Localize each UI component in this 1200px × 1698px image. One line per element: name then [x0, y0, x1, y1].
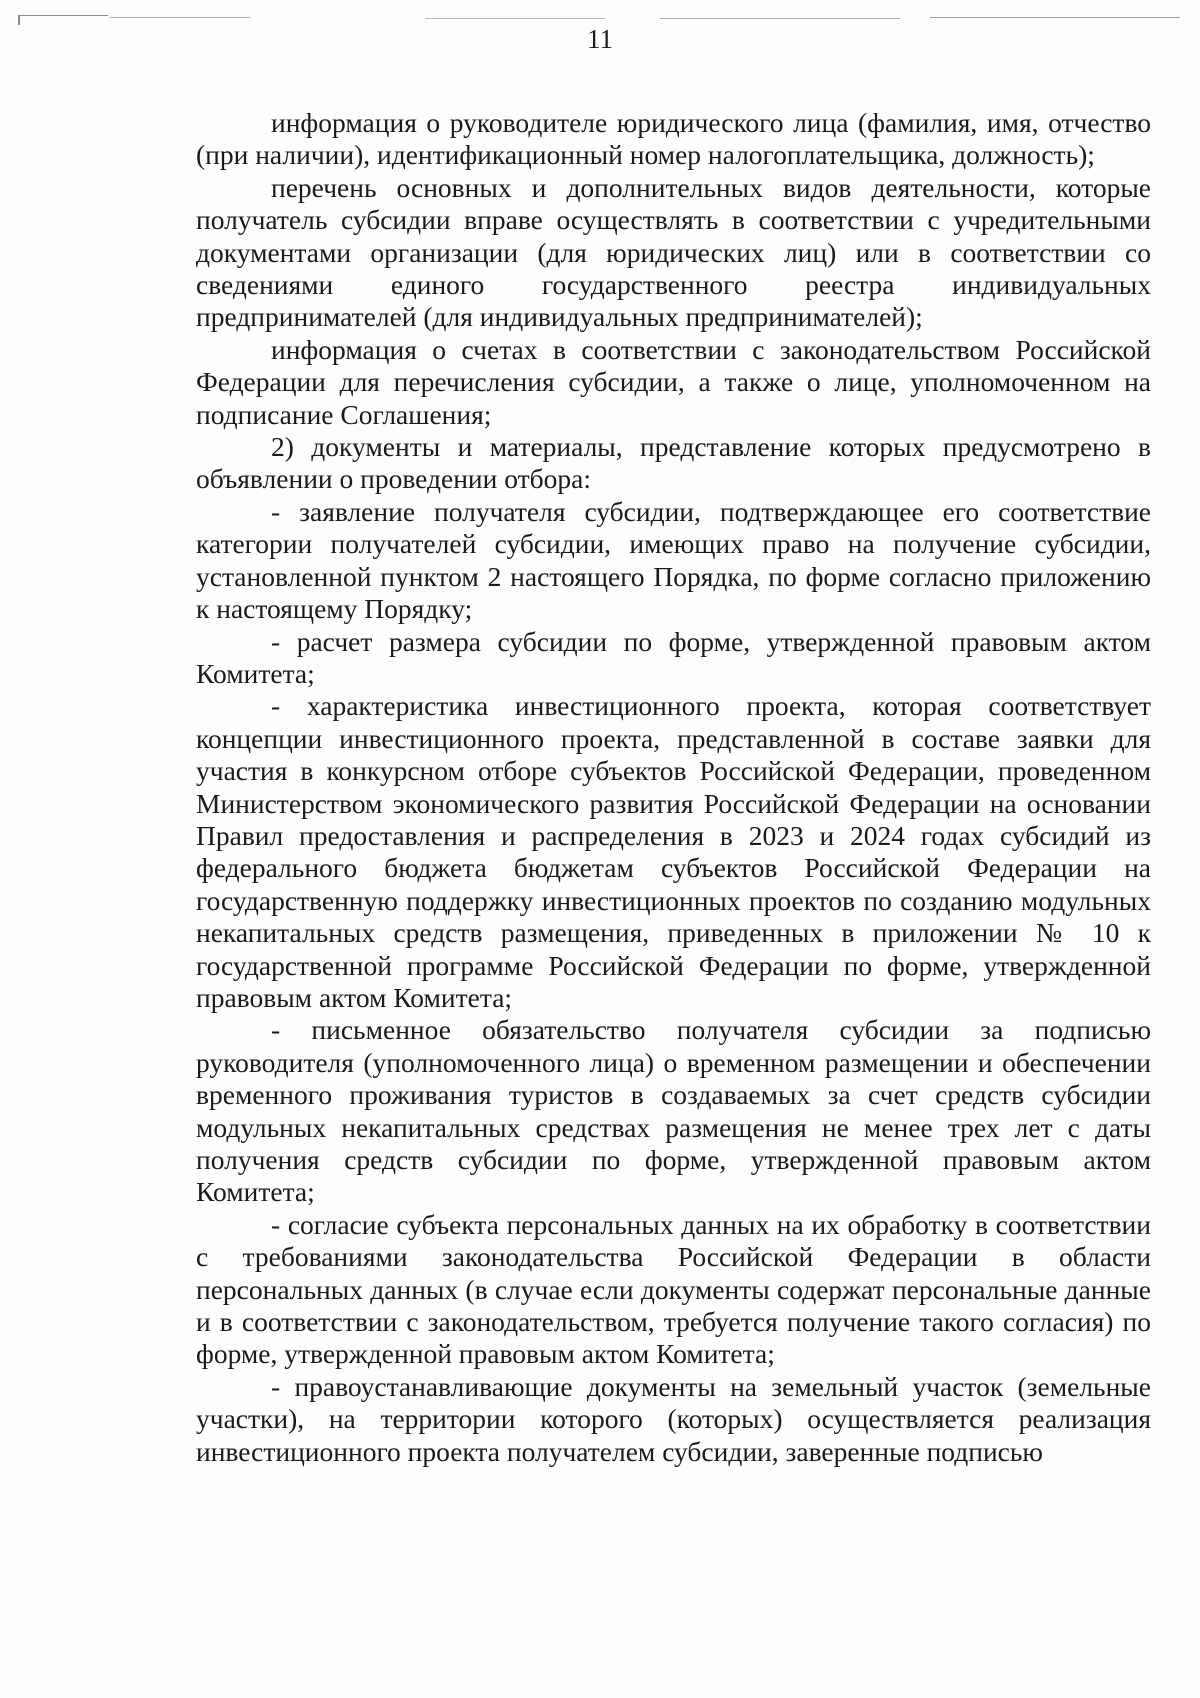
paragraph-subsidy-calculation: - расчет размера субсидии по форме, утвержденной правовым актом Комитета;: [196, 625, 1151, 689]
paragraph-land-documents: - правоустанавливающие документы на земельный участок (земельные участки), на территории которого (которых) осуществляется реализация инвестиционного проекта получателем субсидии, заверенные подписью: [196, 1370, 1151, 1467]
paragraph-written-obligation: - письменное обязательство получателя субсидии за подписью руководителя (уполномоченного лица) о временном размещении и обеспечении временного проживания туристов в создаваемых за счет средств субсидии модульных некапитальных средствах размещения не менее трех лет с даты получения средств субсидии по форме, утвержденной правовым актом Комитета;: [196, 1014, 1151, 1208]
paragraph-accounts-info: информация о счетах в соответствии с законодательством Российской Федерации для перечисления субсидии, а также о лице, уполномоченном на подписание Соглашения;: [196, 333, 1151, 430]
paragraph-application-statement: - заявление получателя субсидии, подтверждающее его соответствие категории получателей субсидии, имеющих право на получение субсидии, установленной пунктом 2 настоящего Порядка, по форме согласно приложению к настоящему Порядку;: [196, 495, 1151, 625]
document-body: [196, 107, 1151, 1468]
page-number: 11: [587, 24, 613, 54]
scan-edge-artifact: [0, 14, 1200, 20]
paragraph-documents-materials: 2) документы и материалы, представление которых предусмотрено в объявлении о проведении отбора:: [196, 431, 1151, 495]
paragraph-project-characteristics: - характеристика инвестиционного проекта, которая соответствует концепции инвестиционного проекта, представленной в составе заявки для участия в конкурсном отборе субъектов Российской Федерации, проведенном Министерством экономического развития Российской Федерации на основании Правил предоставления и распределения в 2023 и 2024 годах субсидий из федерального бюджета бюджетам субъектов Российской Федерации на государственную поддержку инвестиционных проектов по созданию модульных некапитальных средств размещения, приведенных в приложении № 10 к государственной программе Российской Федерации по форме, утвержденной правовым актом Комитета;: [196, 690, 1151, 1013]
paragraph-activities-list: перечень основных и дополнительных видов деятельности, которые получатель субсидии вправе осуществлять в соответствии с учредительными документами организации (для юридических лиц) или в соответствии со сведениями единого государственного реестра индивидуальных предпринимателей (для индивидуальных предпринимателей);: [196, 171, 1151, 333]
paragraph-head-info: информация о руководителе юридического лица (фамилия, имя, отчество (при наличии), идентификационный номер налогоплательщика, должность);: [196, 107, 1151, 171]
paragraph-personal-data-consent: - согласие субъекта персональных данных на их обработку в соответствии с требованиями законодательства Российской Федерации в области персональных данных (в случае если документы содержат персональные данные и в соответствии с законодательством, требуется получение такого согласия) по форме, утвержденной правовым актом Комитета;: [196, 1208, 1151, 1370]
